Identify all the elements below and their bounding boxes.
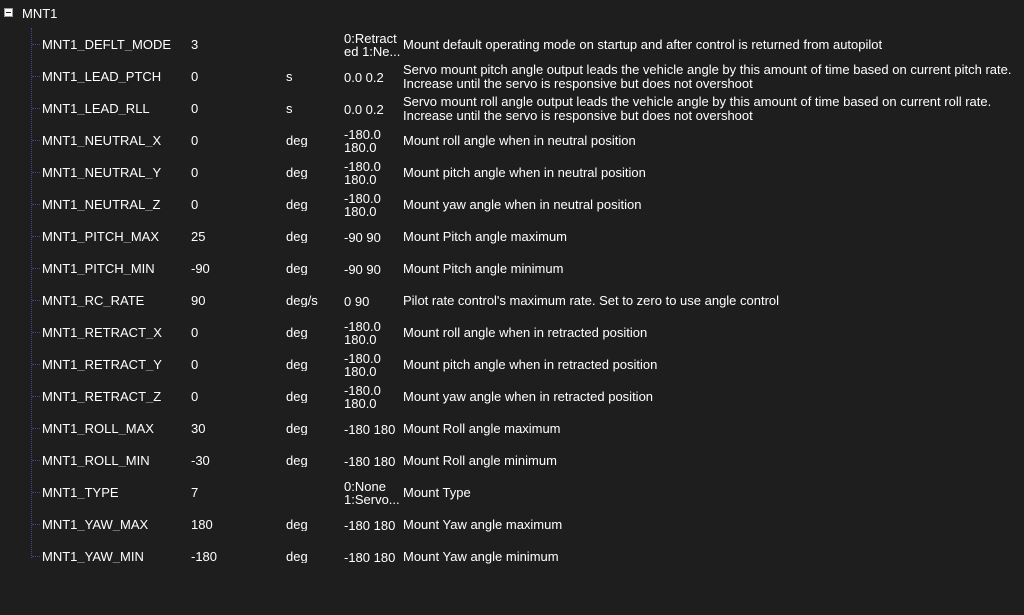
param-name[interactable]: MNT1_RETRACT_X (42, 326, 162, 339)
param-name[interactable]: MNT1_LEAD_RLL (42, 102, 150, 115)
param-units: deg (286, 166, 308, 179)
param-range-line2: 180.0 (344, 333, 377, 346)
param-value[interactable]: 0 (191, 358, 199, 371)
param-description-line1: Mount yaw angle when in retracted position (403, 390, 654, 404)
param-value[interactable]: 0 (191, 390, 199, 403)
param-range-line2: ed 1:Ne... (344, 45, 401, 58)
param-value[interactable]: 0 (191, 326, 199, 339)
param-range (344, 543, 401, 571)
param-description (403, 31, 1023, 59)
param-range-line2: 180.0 (344, 365, 377, 378)
tree-branch-line (32, 524, 40, 525)
param-range-line1: 0.0 0.2 (344, 70, 384, 84)
param-description (403, 383, 1023, 411)
param-row[interactable] (0, 349, 1024, 381)
param-row[interactable] (0, 93, 1024, 125)
tree-branch-line (32, 204, 40, 205)
param-name[interactable]: MNT1_RC_RATE (42, 294, 145, 307)
param-range (344, 351, 401, 379)
param-description-line1: Servo mount roll angle output leads the vehicle angle by this amount of time based on current roll rate. (403, 95, 992, 109)
collapse-minus-icon[interactable] (4, 8, 13, 17)
param-value[interactable]: -90 (191, 262, 210, 275)
param-range-line2: 180.0 (344, 173, 377, 186)
param-description-line1: Mount Roll angle maximum (403, 422, 561, 436)
param-range (344, 287, 401, 315)
param-group-header[interactable] (0, 0, 1024, 27)
tree-branch-line (32, 396, 40, 397)
param-value[interactable]: 90 (191, 294, 206, 307)
param-name[interactable]: MNT1_PITCH_MIN (42, 262, 155, 275)
param-description-line1: Mount default operating mode on startup and after control is returned from autopilot (403, 38, 883, 52)
param-range (344, 95, 401, 123)
param-value[interactable]: 0 (191, 134, 199, 147)
param-description (403, 255, 1023, 283)
param-range (344, 319, 401, 347)
tree-branch-line (32, 236, 40, 237)
param-range-line1: -180.0 (344, 384, 381, 397)
param-value[interactable]: 30 (191, 422, 206, 435)
param-range-line1: 0:Retract (344, 32, 397, 45)
param-value[interactable]: -30 (191, 454, 210, 467)
param-range-line2: 180.0 (344, 205, 377, 218)
param-row[interactable] (0, 381, 1024, 413)
param-range-line1: -180.0 (344, 320, 381, 333)
param-name[interactable]: MNT1_DEFLT_MODE (42, 38, 172, 51)
param-units: s (286, 102, 293, 115)
param-range (344, 191, 401, 219)
param-units: deg (286, 198, 308, 211)
param-range (344, 255, 401, 283)
param-range-line2: 1:Servo... (344, 493, 400, 506)
param-description-line1: Servo mount pitch angle output leads the vehicle angle by this amount of time based on current pitch rate. (403, 63, 1012, 77)
param-name[interactable]: MNT1_NEUTRAL_Z (42, 198, 161, 211)
param-description (403, 159, 1023, 187)
param-range (344, 159, 401, 187)
param-value[interactable]: 180 (191, 518, 213, 531)
param-units: deg (286, 262, 308, 275)
param-description-line1: Mount roll angle when in retracted position (403, 326, 648, 340)
tree-branch-line (32, 140, 40, 141)
param-range-line2: 180.0 (344, 397, 377, 410)
param-description (403, 95, 1023, 123)
param-name[interactable]: MNT1_NEUTRAL_X (42, 134, 162, 147)
param-range-line1: -180 180 (344, 422, 396, 436)
param-range (344, 223, 401, 251)
param-range (344, 383, 401, 411)
tree-branch-line (32, 172, 40, 173)
tree-branch-line (32, 332, 40, 333)
param-row[interactable] (0, 413, 1024, 445)
param-description (403, 415, 1023, 443)
param-name[interactable]: MNT1_RETRACT_Z (42, 390, 162, 403)
param-range (344, 415, 401, 443)
param-units: deg (286, 422, 308, 435)
param-name[interactable]: MNT1_PITCH_MAX (42, 230, 160, 243)
param-range-line1: -90 90 (344, 262, 381, 276)
param-value[interactable]: -180 (191, 550, 218, 563)
param-range-line1: -180.0 (344, 192, 381, 205)
param-description-line1: Mount Roll angle minimum (403, 454, 557, 468)
param-range (344, 63, 401, 91)
param-name[interactable]: MNT1_YAW_MIN (42, 550, 144, 563)
param-description-line1: Mount Yaw angle maximum (403, 518, 563, 532)
param-range (344, 31, 401, 59)
param-range (344, 127, 401, 155)
param-range-line1: -180 180 (344, 454, 396, 468)
param-name[interactable]: MNT1_ROLL_MIN (42, 454, 150, 467)
param-description-line1: Mount Type (403, 486, 471, 500)
param-value[interactable]: 7 (191, 486, 199, 499)
param-description (403, 447, 1023, 475)
param-description-line1: Pilot rate control's maximum rate. Set to zero to use angle control (403, 294, 780, 308)
param-description (403, 479, 1023, 507)
tree-branch-line (32, 556, 40, 557)
param-group-label: MNT1 (22, 6, 58, 21)
tree-branch-line (32, 428, 40, 429)
param-units: deg (286, 390, 308, 403)
param-units: deg (286, 326, 308, 339)
param-range (344, 511, 401, 539)
param-row[interactable] (0, 509, 1024, 541)
param-row[interactable] (0, 29, 1024, 61)
param-range-line1: -180.0 (344, 352, 381, 365)
param-value[interactable]: 0 (191, 198, 199, 211)
param-row[interactable] (0, 445, 1024, 477)
param-name[interactable]: MNT1_YAW_MAX (42, 518, 149, 531)
param-description (403, 287, 1023, 315)
tree-branch-line (32, 300, 40, 301)
param-units: deg (286, 454, 308, 467)
param-units: deg (286, 230, 308, 243)
param-range-line1: -180 180 (344, 518, 396, 532)
tree-branch-line (32, 108, 40, 109)
param-units: deg/s (286, 294, 318, 307)
param-units: deg (286, 518, 308, 531)
param-range (344, 447, 401, 475)
param-value[interactable]: 25 (191, 230, 206, 243)
param-row[interactable] (0, 285, 1024, 317)
param-description-line1: Mount Yaw angle minimum (403, 550, 559, 564)
param-description-line1: Mount Pitch angle maximum (403, 230, 568, 244)
param-range-line1: -180.0 (344, 128, 381, 141)
tree-branch-line (32, 44, 40, 45)
param-row[interactable] (0, 125, 1024, 157)
param-row[interactable] (0, 541, 1024, 573)
param-row[interactable] (0, 61, 1024, 93)
param-description (403, 319, 1023, 347)
param-range-line1: -180.0 (344, 160, 381, 173)
param-description (403, 543, 1023, 571)
param-range-line1: -180 180 (344, 550, 396, 564)
tree-branch-line (32, 460, 40, 461)
param-list (0, 29, 1024, 573)
param-description-line1: Mount yaw angle when in neutral position (403, 198, 642, 212)
param-row[interactable] (0, 157, 1024, 189)
param-range-line2: 180.0 (344, 141, 377, 154)
param-description (403, 191, 1023, 219)
param-units: deg (286, 358, 308, 371)
param-range-line1: 0 90 (344, 294, 370, 308)
param-value[interactable]: 3 (191, 38, 199, 51)
param-description-line2: Increase until the servo is responsive but does not overshoot (403, 77, 753, 91)
param-value[interactable]: 0 (191, 70, 199, 83)
param-name[interactable]: MNT1_NEUTRAL_Y (42, 166, 162, 179)
param-range (344, 479, 401, 507)
param-range-line1: 0:None (344, 480, 386, 493)
tree-branch-line (32, 492, 40, 493)
param-units: deg (286, 134, 308, 147)
param-row[interactable] (0, 317, 1024, 349)
param-value[interactable]: 0 (191, 102, 199, 115)
param-units: s (286, 70, 293, 83)
param-name[interactable]: MNT1_LEAD_PTCH (42, 70, 162, 83)
param-row[interactable] (0, 221, 1024, 253)
param-description-line1: Mount pitch angle when in retracted position (403, 358, 658, 372)
param-description-line2: Increase until the servo is responsive but does not overshoot (403, 109, 753, 123)
param-row[interactable] (0, 253, 1024, 285)
param-row[interactable] (0, 477, 1024, 509)
param-value[interactable]: 0 (191, 166, 199, 179)
param-description (403, 223, 1023, 251)
param-name[interactable]: MNT1_ROLL_MAX (42, 422, 154, 435)
param-description (403, 127, 1023, 155)
param-name[interactable]: MNT1_RETRACT_Y (42, 358, 162, 371)
param-range-line1: -90 90 (344, 230, 381, 244)
param-description (403, 511, 1023, 539)
param-description (403, 63, 1023, 91)
param-name[interactable]: MNT1_TYPE (42, 486, 119, 499)
param-description (403, 351, 1023, 379)
param-range-line1: 0.0 0.2 (344, 102, 384, 116)
param-description-line1: Mount roll angle when in neutral position (403, 134, 636, 148)
param-description-line1: Mount Pitch angle minimum (403, 262, 564, 276)
param-units: deg (286, 550, 308, 563)
tree-branch-line (32, 268, 40, 269)
param-row[interactable] (0, 189, 1024, 221)
tree-branch-line (32, 364, 40, 365)
tree-branch-line (32, 76, 40, 77)
param-description-line1: Mount pitch angle when in neutral position (403, 166, 646, 180)
